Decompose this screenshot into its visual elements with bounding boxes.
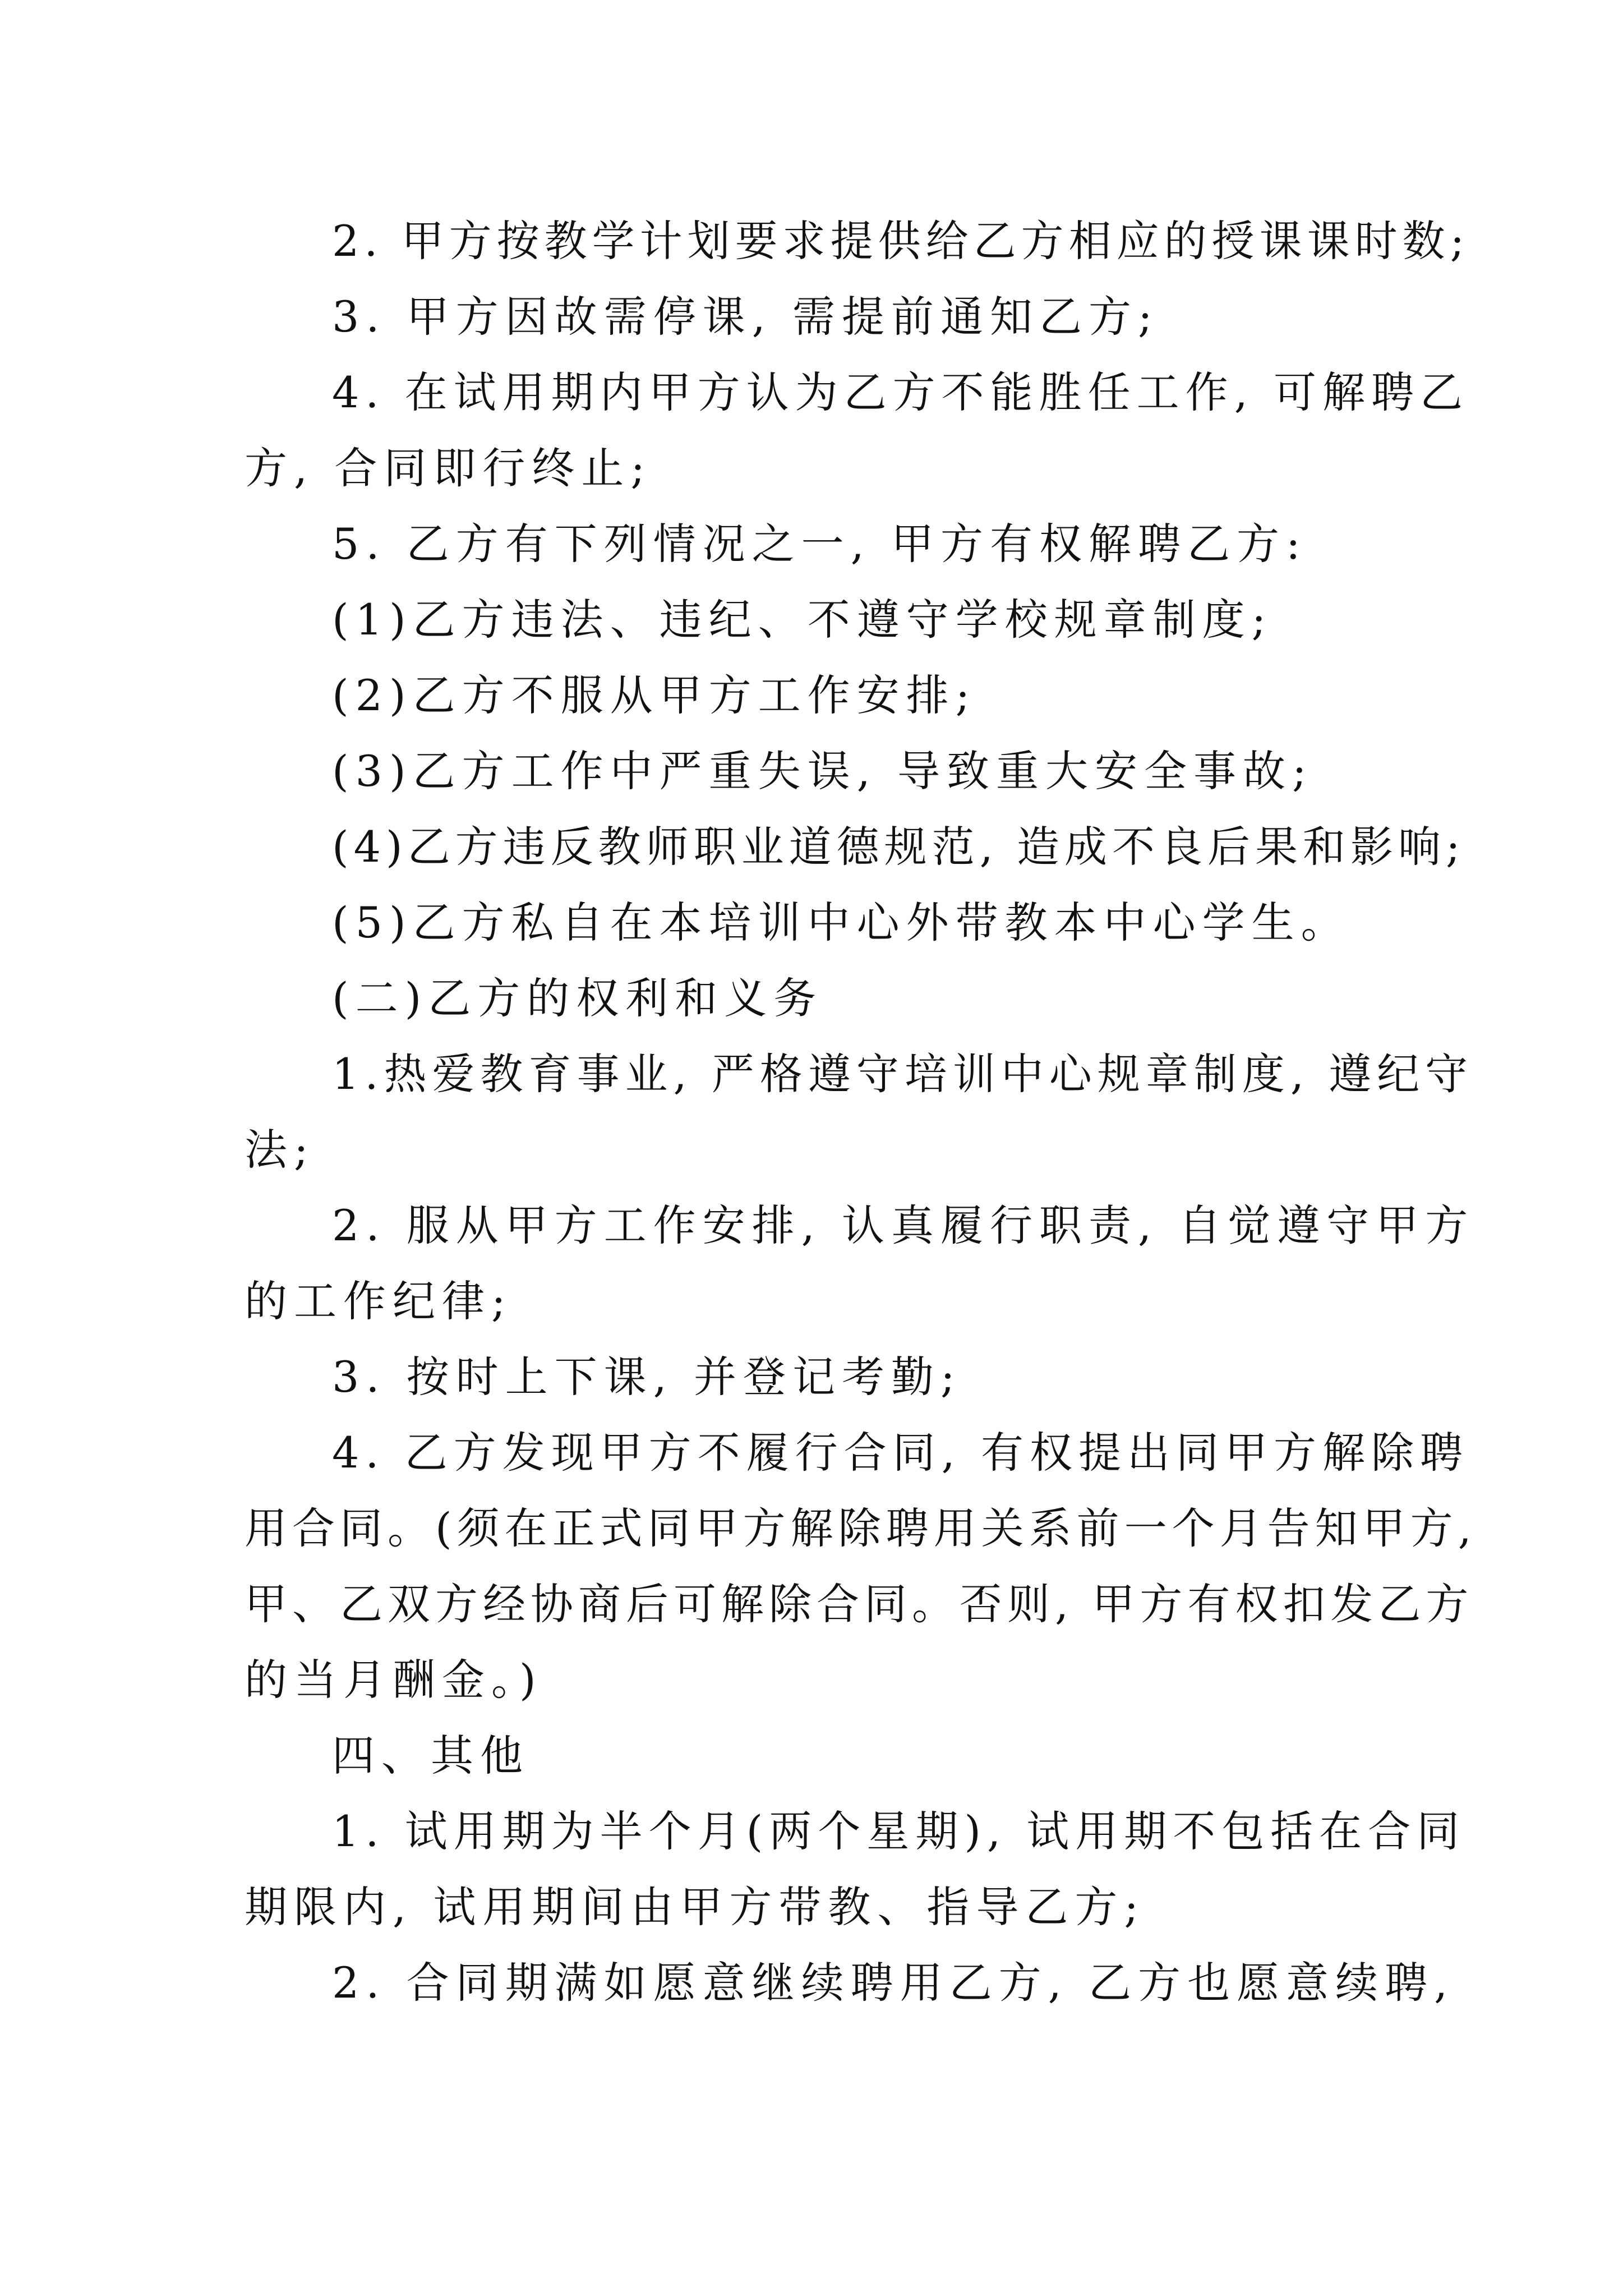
text-line: 2. 甲方按教学计划要求提供给乙方相应的授课课时数; bbox=[332, 216, 1470, 266]
text-line: 方, 合同即行终止; bbox=[245, 443, 652, 493]
text-line: (3)乙方工作中严重失误, 导致重大安全事故; bbox=[332, 746, 1313, 796]
text-line: 1.热爱教育事业, 严格遵守培训中心规章制度, 遵纪守 bbox=[332, 1049, 1474, 1099]
text-line: 法; bbox=[245, 1125, 315, 1175]
text-line: 甲、乙双方经协商后可解除合同。否则, 甲方有权扣发乙方 bbox=[245, 1579, 1474, 1629]
text-line: (2)乙方不服从甲方工作安排; bbox=[332, 670, 977, 720]
section-heading: (二)乙方的权利和义务 bbox=[332, 973, 823, 1023]
text-line: 2. 合同期满如愿意继续聘用乙方, 乙方也愿意续聘, bbox=[332, 1958, 1455, 2008]
text-line: 用合同。(须在正式同甲方解除聘用关系前一个月告知甲方, bbox=[245, 1503, 1477, 1553]
text-line: 5. 乙方有下列情况之一, 甲方有权解聘乙方: bbox=[332, 519, 1307, 569]
text-line: 4. 在试用期内甲方认为乙方不能胜任工作, 可解聘乙 bbox=[332, 367, 1469, 417]
text-line: 4. 乙方发现甲方不履行合同, 有权提出同甲方解除聘 bbox=[332, 1428, 1469, 1478]
text-line: 的工作纪律; bbox=[245, 1276, 513, 1326]
text-line: 3. 按时上下课, 并登记考勤; bbox=[332, 1352, 962, 1402]
text-line: 期限内, 试用期间由甲方带教、指导乙方; bbox=[245, 1882, 1145, 1932]
text-line: (5)乙方私自在本培训中心外带教本中心学生。 bbox=[332, 898, 1350, 947]
text-line: 1. 试用期为半个月(两个星期), 试用期不包括在合同 bbox=[332, 1806, 1466, 1856]
text-line: 3. 甲方因故需停课, 需提前通知乙方; bbox=[332, 292, 1159, 342]
text-line: 的当月酬金。) bbox=[245, 1655, 543, 1705]
section-heading: 四、其他 bbox=[332, 1731, 529, 1780]
text-line: 2. 服从甲方工作安排, 认真履行职责, 自觉遵守甲方 bbox=[332, 1200, 1475, 1250]
text-line: (1)乙方违法、违纪、不遵守学校规章制度; bbox=[332, 595, 1273, 645]
text-line: (4)乙方违反教师职业道德规范, 造成不良后果和影响; bbox=[332, 822, 1465, 872]
